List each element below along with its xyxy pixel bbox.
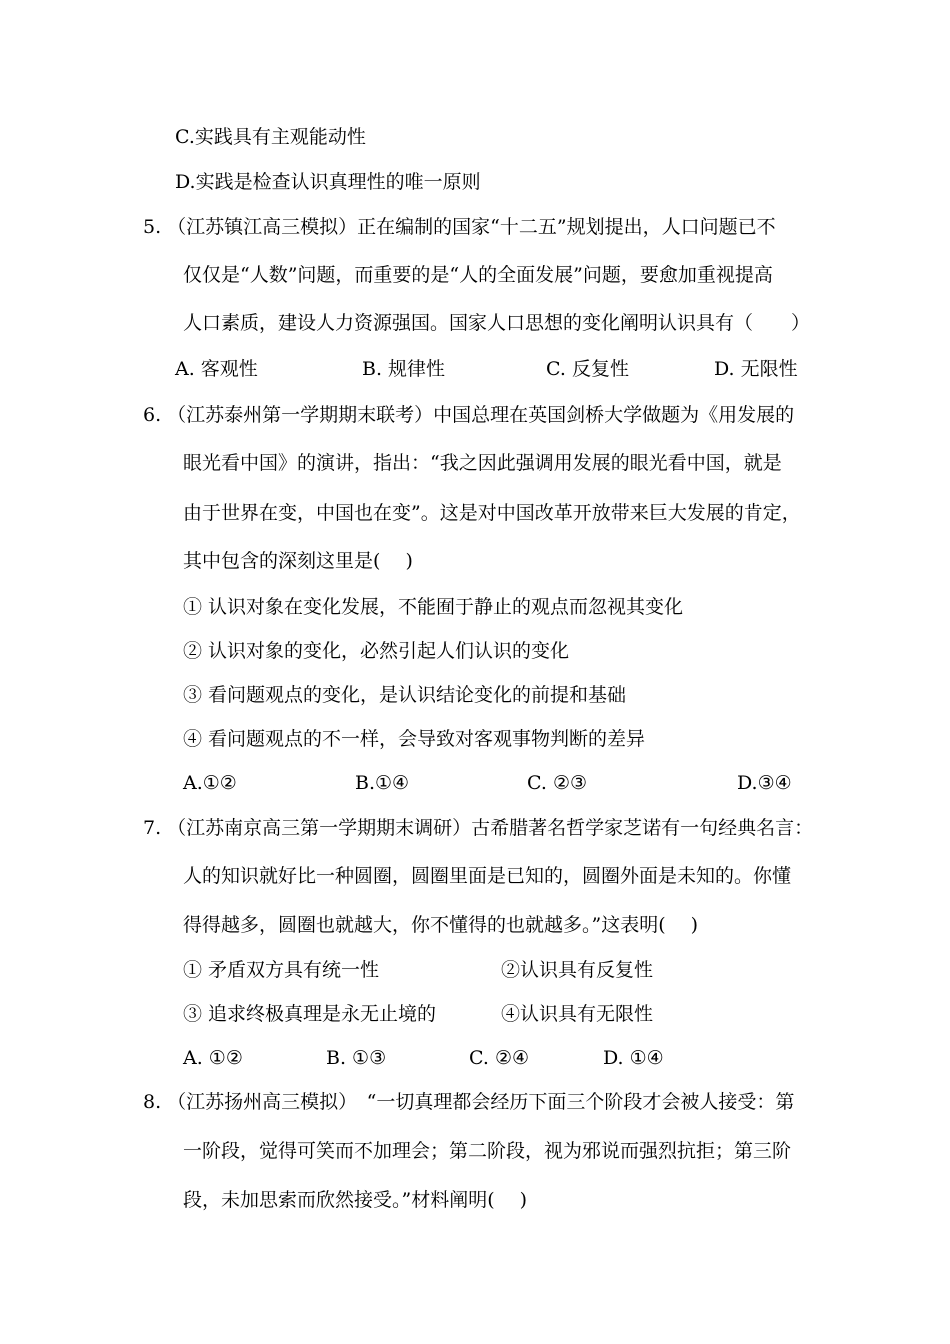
question-5-line-2: 仅仅是“人数”问题，而重要的是“人的全面发展”问题，要愈加重视提高 [183,264,773,286]
question-8-line-2: 一阶段，觉得可笑而不加理会；第二阶段，视为邪说而强烈抗拒；第三阶 [183,1140,792,1162]
question-6-item-4: ④ 看问题观点的不一样，会导致对客观事物判断的差异 [183,728,646,750]
question-6-item-2: ② 认识对象的变化，必然引起人们认识的变化 [183,640,570,662]
question-7-line-1: 7. （江苏南京高三第一学期期末调研）古希腊著名哲学家芝诺有一句经典名言： [143,817,814,839]
option-d: D.实践是检查认识真理性的唯一原则 [175,171,481,193]
question-6-line-4: 其中包含的深刻这里是( ) [183,550,413,572]
question-7-option-a: A. ①② [183,1047,243,1069]
question-8-line-3: 段，未加思索而欣然接受。”材料阐明( ) [183,1189,528,1211]
question-5-line-3: 人口素质，建设人力资源强国。国家人口思想的变化阐明认识具有（ ） [183,312,811,334]
question-7-option-d: D. ①④ [603,1047,664,1069]
question-5-option-c: C. 反复性 [546,358,629,380]
question-7-option-b: B. ①③ [326,1047,387,1069]
question-7-option-c: C. ②④ [469,1047,530,1069]
question-7-line-3: 得得越多，圆圈也就越大，你不懂得的也就越多。”这表明( ) [183,914,699,936]
question-7-item-3: ③ 追求终极真理是永无止境的 [183,1003,437,1025]
question-5-option-a: A. 客观性 [175,358,258,380]
question-5-line-1: 5. （江苏镇江高三模拟）正在编制的国家“十二五”规划提出，人口问题已不 [143,216,776,238]
option-c: C.实践具有主观能动性 [175,126,366,148]
question-6-line-2: 眼光看中国》的演讲，指出：“我之因此强调用发展的眼光看中国，就是 [183,452,782,474]
question-6-item-3: ③ 看问题观点的变化，是认识结论变化的前提和基础 [183,684,627,706]
question-6-option-d: D.③④ [737,772,792,794]
question-6-option-a: A.①② [183,772,237,794]
question-6-line-1: 6. （江苏泰州第一学期期末联考）中国总理在英国剑桥大学做题为《用发展的 [143,404,795,426]
question-7-item-4: ④认识具有无限性 [501,1003,654,1025]
question-8-line-1: 8. （江苏扬州高三模拟） “一切真理都会经历下面三个阶段才会被人接受：第 [143,1091,795,1113]
question-6-option-c: C. ②③ [527,772,588,794]
question-7-line-2: 人的知识就好比一种圆圈，圆圈里面是已知的，圆圈外面是未知的。你懂 [183,865,792,887]
question-5-option-b: B. 规律性 [362,358,446,380]
question-6-option-b: B.①④ [355,772,410,794]
question-6-item-1: ① 认识对象在变化发展，不能囿于静止的观点而忽视其变化 [183,596,684,618]
question-7-item-2: ②认识具有反复性 [501,959,654,981]
question-7-item-1: ① 矛盾双方具有统一性 [183,959,380,981]
question-6-line-3: 由于世界在变，中国也在变”。这是对中国改革开放带来巨大发展的肯定， [183,502,801,524]
question-5-option-d: D. 无限性 [714,358,798,380]
